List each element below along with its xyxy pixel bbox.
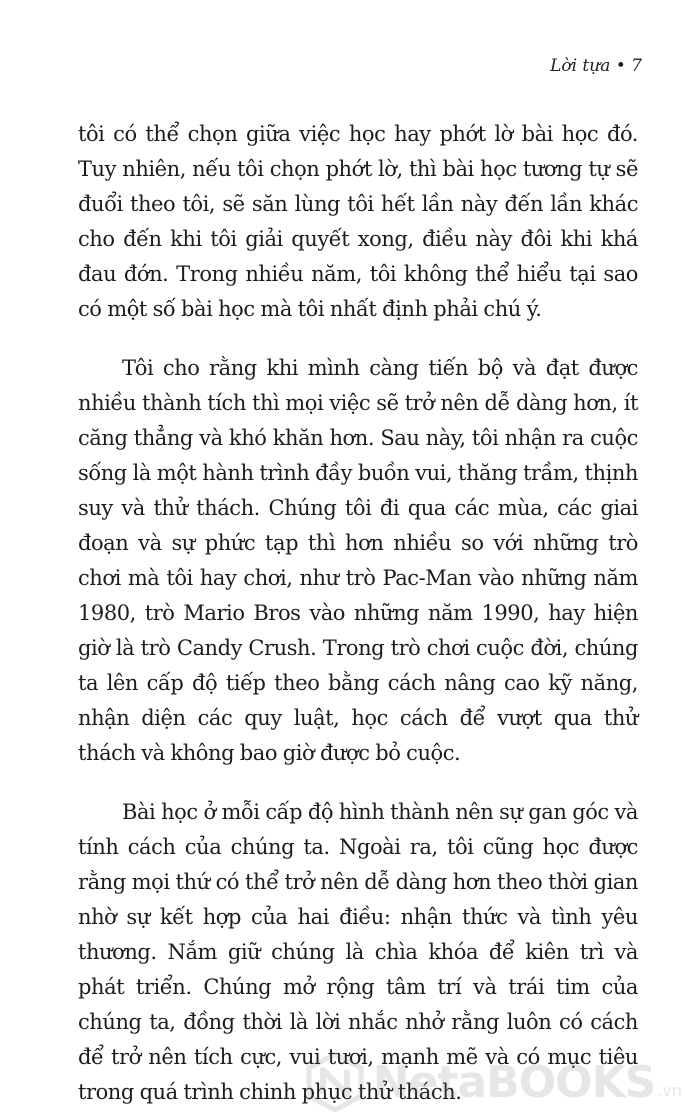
netabooks-logo-icon: [305, 1052, 365, 1112]
watermark-brand: NetaBOOKS: [372, 1056, 656, 1108]
paragraph-1: tôi có thể chọn giữa việc học hay phớt lờ bài học đó. Tuy nhiên, nếu tôi chọn phớt lờ, thì bài học tương tự sẽ đuổi theo tôi, sẽ săn lùng tôi hết lần này đến lần khác cho đến khi tôi giải quyết xong, điều này đôi khi khá đau đớn. Trong nhiều năm, tôi không thể hiểu tại sao có một số bài học mà tôi nhất định phải chú ý.: [78, 122, 638, 321]
paragraph-2: Tôi cho rằng khi mình càng tiến bộ và đạt được nhiều thành tích thì mọi việc sẽ trở nên dễ dàng hơn, ít căng thẳng và khó khăn hơn. Sau này, tôi nhận ra cuộc sống là một hành trình đầy buồn vui, thăng trầm, thịnh suy và thử thách. Chúng tôi đi qua các mùa, các giai đoạn và sự phức tạp thì hơn nhiều so với những trò chơi mà tôi hay chơi, như trò Pac-Man vào những năm 1980, trò Mario Bros vào những năm 1990, hay hiện giờ là trò Candy Crush. Trong trò chơi cuộc đời, chúng ta lên cấp độ tiếp theo bằng cách nâng cao kỹ năng, nhận diện các quy luật, học cách để vượt qua thử thách và không bao giờ được bỏ cuộc.: [78, 356, 638, 765]
text-body: [78, 117, 638, 1120]
paragraph-3: Bài học ở mỗi cấp độ hình thành nên sự gan góc và tính cách của chúng ta. Ngoài ra, tôi cũng học được rằng mọi thứ có thể trở nên dễ dàng hơn theo thời gian nhờ sự kết hợp của hai điều: nhận thức và tình yêu thương. Nắm giữ chúng là chìa khóa để kiên trì và phát triển. Chúng mở rộng tâm trí và trái tim của chúng ta, đồng thời là lời nhắc nhở rằng luôn có cách để trở nên tích cực, vui tươi, mạnh mẽ và có mục tiêu trong quá trình chinh phục thử thách.: [78, 800, 638, 1104]
watermark-suffix: .vn: [657, 1081, 682, 1100]
running-header: Lời tựa • 7: [550, 56, 642, 76]
watermark: [305, 1052, 682, 1112]
